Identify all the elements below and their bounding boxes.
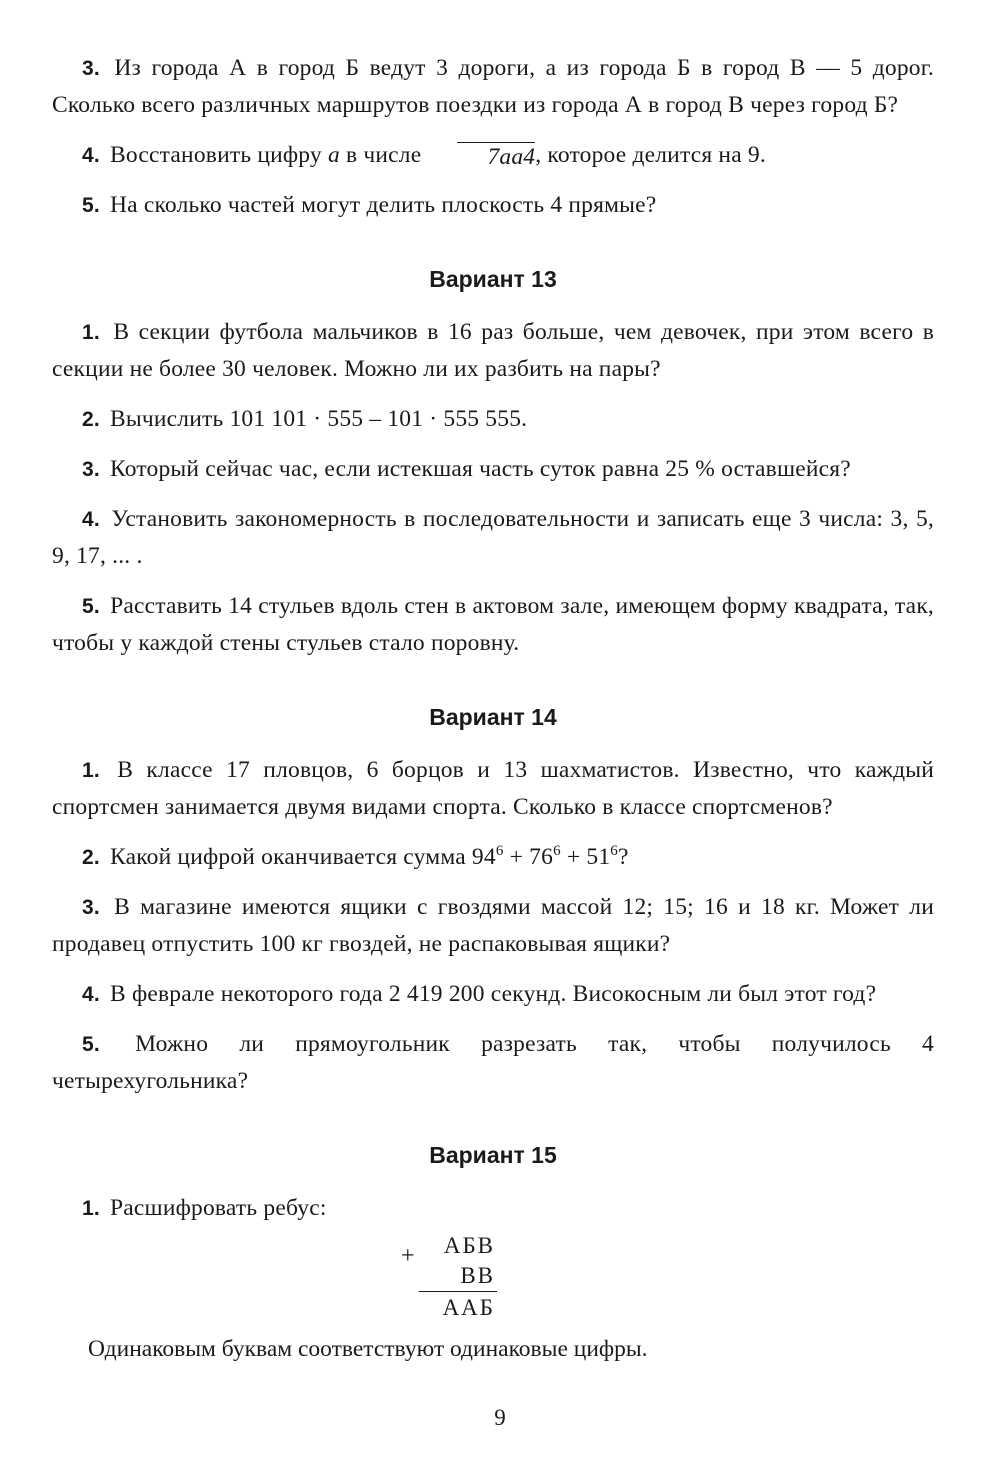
task-5-top xyxy=(52,187,934,224)
task-number: 4. xyxy=(82,983,100,1006)
v13-task-4 xyxy=(52,501,934,575)
task-number: 3. xyxy=(82,458,100,481)
variant-13-title: Вариант 13 xyxy=(429,266,557,292)
task-text: На сколько частей могут делить плоскость 4 прямые? xyxy=(110,192,657,218)
task-number: 3. xyxy=(82,896,100,919)
exponent: 6 xyxy=(610,843,618,860)
rebus-row-1: АБВ xyxy=(443,1233,495,1258)
task-number: 1. xyxy=(82,759,100,782)
task-text-mid: + 51 xyxy=(560,844,611,870)
v14-task-2 xyxy=(52,839,934,876)
task-text-after: ? xyxy=(617,844,629,870)
task-text-before: Восстановить цифру xyxy=(110,142,328,168)
task-text: В магазине имеются ящики с гвоздями массой 12; 15; 16 и 18 кг. Может ли продавец отпустить 100 кг гвоздей, не распаковывая ящики? xyxy=(52,894,934,957)
task-number: 5. xyxy=(82,595,100,618)
task-text: Вычислить 101 101 · 555 – 101 · 555 555. xyxy=(110,406,528,432)
v15-task-1 xyxy=(52,1190,934,1227)
plus-sign: + xyxy=(401,1243,417,1269)
task-text-after: , которое делится на 9. xyxy=(535,142,766,168)
task-text: В классе 17 пловцов, 6 борцов и 13 шахматистов. Известно, что каждый спортсмен занимается двумя видами спорта. Сколько в классе спортсменов? xyxy=(52,757,934,820)
task-number: 2. xyxy=(82,408,100,431)
v14-task-3 xyxy=(52,889,934,963)
task-number: 5. xyxy=(82,1033,100,1056)
task-number: 1. xyxy=(82,321,100,344)
task-4-top xyxy=(52,137,934,174)
v13-task-1 xyxy=(52,314,934,388)
task-text: Можно ли прямоугольник разрезать так, чтобы получилось 4 четырехугольника? xyxy=(52,1031,935,1094)
v14-task-5 xyxy=(52,1026,934,1100)
rebus xyxy=(401,1233,605,1325)
rebus-sum-line xyxy=(419,1291,497,1292)
page-content xyxy=(52,50,934,1368)
task-number: 1. xyxy=(82,1197,100,1220)
variable-a: а xyxy=(327,142,340,168)
task-text: В секции футбола мальчиков в 16 раз больше, чем девочек, при этом всего в секции не более 30 человек. Можно ли их разбить на пары? xyxy=(52,319,934,382)
rebus-row-2: ВВ xyxy=(460,1263,495,1288)
task-3-top xyxy=(52,50,934,124)
task-text: В феврале некоторого года 2 419 200 секунд. Високосным ли был этот год? xyxy=(110,981,877,1007)
overlined-number: 7аа4 xyxy=(457,142,535,170)
task-text: Расшифровать ребус: xyxy=(110,1195,327,1221)
task-text-mid: + 76 xyxy=(503,844,554,870)
v13-task-3 xyxy=(52,451,934,488)
task-text: Из города А в город Б ведут 3 дороги, а из города Б в город В — 5 дорог. Сколько всего различных маршрутов поездки из города А в город В через город Б? xyxy=(52,55,934,118)
rebus-row-3: ААБ xyxy=(442,1295,495,1320)
exponent: 6 xyxy=(495,843,504,860)
task-text-before: Какой цифрой оканчивается сумма 94 xyxy=(110,844,496,870)
task-number: 3. xyxy=(82,57,100,80)
variant-14-title: Вариант 14 xyxy=(429,704,557,730)
task-number: 5. xyxy=(82,194,100,217)
rebus-note: Одинаковым буквам соответствуют одинаковые цифры. xyxy=(88,1336,648,1362)
exponent: 6 xyxy=(553,843,561,860)
v14-task-4 xyxy=(52,976,934,1013)
task-text: Установить закономерность в последовательности и записать еще 3 числа: 3, 5, 9, 17, ... . xyxy=(52,506,934,569)
variant-15-title: Вариант 15 xyxy=(429,1142,557,1168)
task-number: 2. xyxy=(82,846,100,869)
task-text: Который сейчас час, если истекшая часть суток равна 25 % оставшейся? xyxy=(110,456,851,482)
task-text: Расставить 14 стульев вдоль стен в актовом зале, имеющем форму квадрата, так, чтобы у каждой стены стульев стало поровну. xyxy=(52,593,935,656)
task-number: 4. xyxy=(82,144,100,167)
page-number: 9 xyxy=(494,1405,506,1430)
v13-task-2 xyxy=(52,401,934,438)
v14-task-1 xyxy=(52,752,934,826)
task-text-mid: в числе xyxy=(339,142,428,168)
task-number: 4. xyxy=(82,508,100,531)
v13-task-5 xyxy=(52,588,934,662)
